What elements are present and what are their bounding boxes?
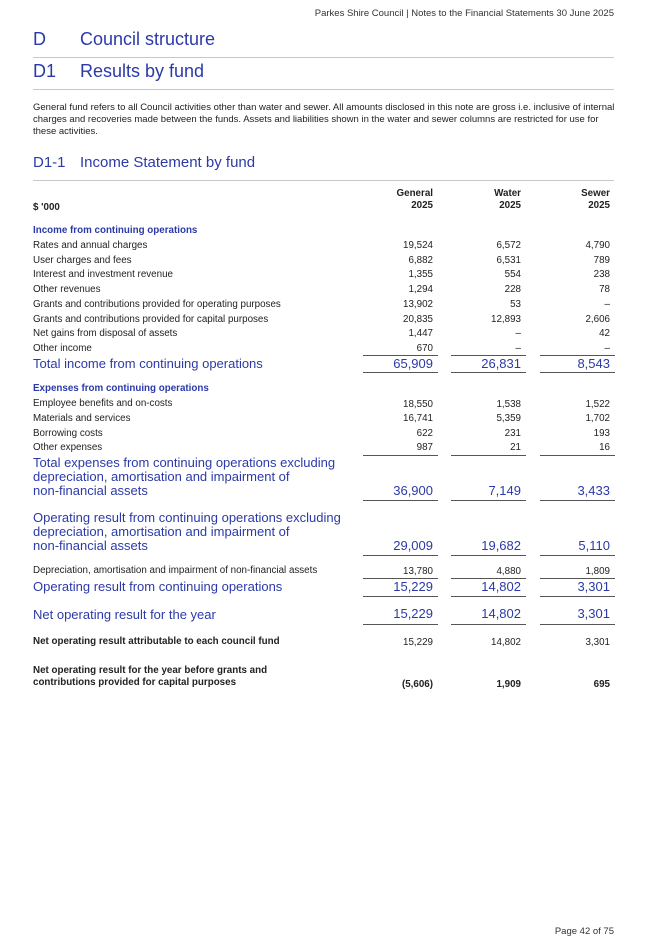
table-row-label: Grants and contributions provided for operating purposes: [33, 299, 281, 310]
table-cell: 7,149: [488, 483, 521, 498]
table-cell: 26,831: [481, 356, 521, 371]
table-cell: 14,802: [481, 606, 521, 621]
label-line: depreciation, amortisation and impairment of: [33, 524, 290, 539]
sum-line: [363, 455, 438, 456]
total-line: [363, 624, 438, 625]
table-heading-title: Income Statement by fund: [80, 154, 256, 171]
subsection-title: Results by fund: [80, 61, 205, 81]
table-row-label: User charges and fees: [33, 255, 132, 266]
table-cell: –: [604, 343, 610, 354]
table-row-label: Borrowing costs: [33, 428, 103, 439]
label-line: non-financial assets: [33, 538, 148, 553]
attributable-label: Net operating result attributable to each council fund: [33, 636, 280, 647]
table-cell: 14,802: [491, 637, 521, 648]
depreciation-label: Depreciation, amortisation and impairment of non-financial assets: [33, 565, 318, 576]
table-cell: 1,447: [408, 328, 433, 339]
total-line: [363, 596, 438, 597]
table-cell: 1,909: [496, 679, 521, 690]
table-cell: 15,229: [393, 606, 433, 621]
table-cell: –: [515, 343, 521, 354]
table-cell: 228: [504, 284, 521, 295]
table-cell: (5,606): [401, 679, 433, 690]
column-header-water: [494, 188, 521, 212]
label-line: Operating result from continuing operations excluding: [33, 510, 341, 525]
table-cell: 3,433: [577, 483, 610, 498]
table-cell: 1,522: [585, 399, 610, 410]
table-cell: 19,682: [481, 538, 521, 553]
table-heading-number: D1-1: [33, 154, 66, 171]
table-cell: 3,301: [577, 606, 610, 621]
section-letter: D: [33, 29, 46, 49]
table-cell: 1,355: [408, 269, 433, 280]
table-cell: 13,902: [403, 299, 433, 310]
total-line: [363, 555, 438, 556]
table-row-label: Interest and investment revenue: [33, 269, 173, 280]
column-name: General: [396, 188, 433, 199]
table-cell: 554: [504, 269, 521, 280]
table-cell: 1,809: [585, 566, 610, 577]
label-line: non-financial assets: [33, 483, 148, 498]
total-expenses-label: [33, 456, 335, 498]
table-cell: 3,301: [577, 579, 610, 594]
table-cell: 15,229: [393, 579, 433, 594]
column-year: 2025: [499, 200, 521, 211]
table-row-label: Other revenues: [33, 284, 101, 295]
table-row-label: Other expenses: [33, 442, 103, 453]
label-line: depreciation, amortisation and impairment of: [33, 469, 290, 484]
table-cell: 670: [416, 343, 433, 354]
total-income-label: Total income from continuing operations: [33, 356, 263, 371]
total-line: [363, 372, 438, 373]
total-line: [451, 624, 526, 625]
table-cell: 5,359: [496, 413, 521, 424]
table-cell: 987: [416, 442, 433, 453]
divider: [33, 89, 614, 90]
table-cell: 1,702: [585, 413, 610, 424]
table-cell: –: [604, 299, 610, 310]
table-cell: 78: [599, 284, 610, 295]
table-row-label: Employee benefits and on-costs: [33, 398, 173, 409]
table-cell: –: [515, 328, 521, 339]
table-cell: 6,572: [496, 240, 521, 251]
table-cell: 789: [593, 255, 610, 266]
table-cell: 21: [510, 442, 521, 453]
table-cell: 8,543: [577, 356, 610, 371]
table-cell: 16: [599, 442, 610, 453]
divider: [33, 180, 614, 181]
total-line: [540, 596, 615, 597]
unit-label: $ '000: [33, 202, 60, 213]
net-result-label: Net operating result for the year: [33, 607, 216, 622]
table-row-label: Grants and contributions provided for capital purposes: [33, 314, 269, 325]
total-line: [540, 372, 615, 373]
table-cell: 14,802: [481, 579, 521, 594]
table-cell: 695: [593, 679, 610, 690]
table-cell: 16,741: [403, 413, 433, 424]
table-cell: 3,301: [585, 637, 610, 648]
table-cell: 5,110: [578, 538, 610, 553]
table-cell: 4,880: [496, 566, 521, 577]
table-cell: 1,294: [408, 284, 433, 295]
label-line: contributions provided for capital purposes: [33, 677, 237, 688]
table-cell: 36,900: [393, 483, 433, 498]
total-line: [540, 624, 615, 625]
table-cell: 6,882: [408, 255, 433, 266]
table-cell: 6,531: [496, 255, 521, 266]
table-cell: 622: [416, 428, 433, 439]
table-row-label: Materials and services: [33, 413, 131, 424]
column-year: 2025: [588, 200, 610, 211]
total-line: [451, 596, 526, 597]
sum-line: [451, 455, 526, 456]
table-cell: 12,893: [491, 314, 521, 325]
table-cell: 4,790: [585, 240, 610, 251]
table-cell: 20,835: [403, 314, 433, 325]
table-cell: 2,606: [585, 314, 610, 325]
column-year: 2025: [411, 200, 433, 211]
total-line: [363, 500, 438, 501]
total-line: [451, 372, 526, 373]
total-line: [540, 555, 615, 556]
intro-paragraph: General fund refers to all Council activities other than water and sewer. All amounts disclosed in this note are gross i.e. inclusive of internal charges and recoveries made between the funds. Assets and liabilities shown in the water and sewer columns are restricted for use for these activities.: [33, 102, 615, 137]
total-line: [451, 500, 526, 501]
table-cell: 193: [593, 428, 610, 439]
table-cell: 1,538: [496, 399, 521, 410]
subsection-number: D1: [33, 61, 57, 81]
table-row-label: Other income: [33, 343, 92, 354]
table-cell: 53: [510, 299, 521, 310]
total-line: [540, 500, 615, 501]
table-cell: 231: [504, 428, 521, 439]
table-cell: 65,909: [393, 356, 433, 371]
column-header-general: [397, 188, 434, 212]
operating-result-excl-label: [33, 511, 341, 553]
section-title: Council structure: [80, 29, 216, 49]
expenses-heading: Expenses from continuing operations: [33, 383, 209, 394]
table-row-label: Net gains from disposal of assets: [33, 328, 178, 339]
table-cell: 42: [599, 328, 610, 339]
column-header-sewer: [581, 188, 610, 212]
income-heading: Income from continuing operations: [33, 225, 198, 236]
label-line: Total expenses from continuing operations excluding: [33, 455, 336, 470]
column-name: Sewer: [581, 188, 610, 199]
before-grants-label: [33, 665, 267, 689]
column-name: Water: [494, 188, 521, 199]
table-cell: 29,009: [393, 538, 433, 553]
table-cell: 19,524: [403, 240, 433, 251]
divider: [33, 57, 614, 58]
table-row-label: Rates and annual charges: [33, 240, 148, 251]
page-number: Page 42 of 75: [554, 926, 614, 937]
table-cell: 18,550: [403, 399, 433, 410]
total-line: [451, 555, 526, 556]
table-cell: 13,780: [403, 566, 433, 577]
label-line: Net operating result for the year before grants and: [33, 665, 268, 676]
sum-line: [540, 455, 615, 456]
operating-result-label: Operating result from continuing operations: [33, 579, 283, 594]
page-header: Parkes Shire Council | Notes to the Financial Statements 30 June 2025: [314, 8, 614, 19]
table-cell: 15,229: [403, 637, 433, 648]
table-cell: 238: [593, 269, 610, 280]
